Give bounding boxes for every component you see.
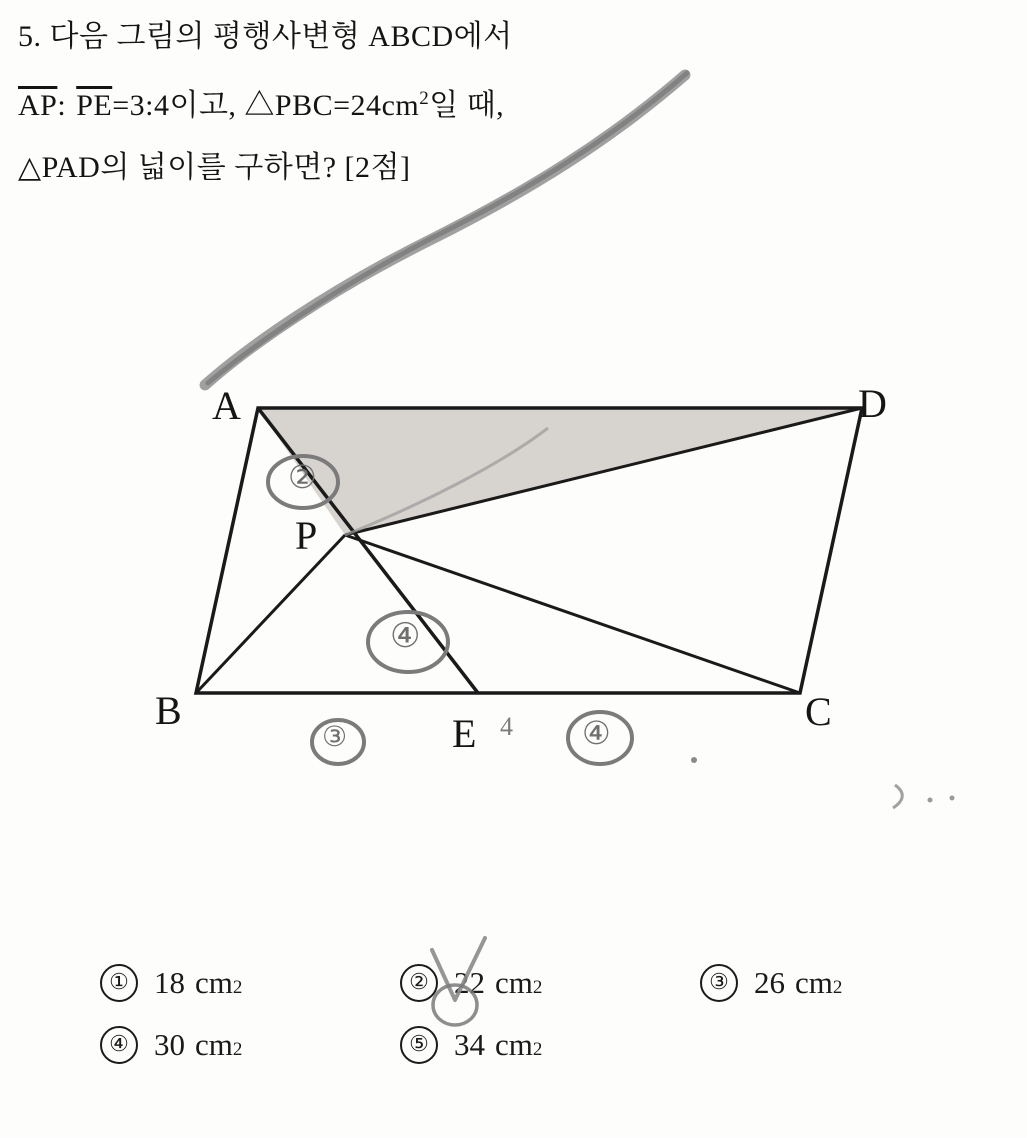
vertex-label-d: D xyxy=(858,381,887,426)
annotation-circled-3-lower-text: ③ xyxy=(322,722,348,753)
question-line-1: 5. 다음 그림의 평행사변형 ABCD에서 xyxy=(18,20,513,53)
choice-value-4: 30 xyxy=(154,1027,185,1062)
choice-value-1: 18 xyxy=(154,965,185,1000)
choice-unit-2: cm xyxy=(495,965,533,1000)
question-line-2 xyxy=(18,68,978,137)
choice-marker-4: ④ xyxy=(100,1026,138,1064)
choice-exp-4: 2 xyxy=(232,1039,243,1060)
stray-pencil-mark xyxy=(893,785,902,808)
choice-option-5[interactable] xyxy=(400,1027,700,1068)
parallelogram-figure xyxy=(0,330,1027,850)
vertex-label-e: E xyxy=(452,711,477,756)
choice-exp-3: 2 xyxy=(832,977,843,998)
annotation-circled-2-text: ② xyxy=(288,459,317,495)
choice-marker-5: ⑤ xyxy=(400,1026,438,1064)
choice-marker-2: ② xyxy=(400,964,438,1002)
shaded-triangle-pad xyxy=(258,408,862,535)
choice-unit-5: cm xyxy=(495,1027,533,1062)
choice-exp-5: 2 xyxy=(532,1039,543,1060)
unit-exponent: 2 xyxy=(419,88,430,109)
stray-dot-2 xyxy=(950,796,955,801)
choice-marker-1: ① xyxy=(100,964,138,1002)
choice-option-4[interactable] xyxy=(100,1027,400,1068)
choice-unit-3: cm xyxy=(795,965,833,1000)
segment-pe: $\overline{PE}$ xyxy=(76,89,113,122)
vertex-label-b: B xyxy=(155,688,182,733)
choice-option-1[interactable] xyxy=(100,965,400,1006)
vertex-label-p: P xyxy=(295,513,318,558)
unit-cm: cm xyxy=(381,89,420,122)
stray-dot-1 xyxy=(928,798,933,803)
choice-unit-4: cm xyxy=(195,1027,233,1062)
annotation-circled-4-lower-text: ④ xyxy=(582,715,611,751)
stray-dot-3 xyxy=(691,757,697,763)
question-block xyxy=(18,6,978,199)
answer-choices xyxy=(100,965,1000,1089)
ratio-colon: : xyxy=(57,89,67,122)
choice-exp-1: 2 xyxy=(232,977,243,998)
segment-ap: $\overline{AP}$ xyxy=(18,89,58,122)
choice-value-2: 22 xyxy=(454,965,485,1000)
annotation-circled-4-upper-text: ④ xyxy=(390,618,421,655)
vertex-label-a: A xyxy=(212,383,241,428)
vertex-label-c: C xyxy=(805,689,832,734)
choice-unit-1: cm xyxy=(195,965,233,1000)
choice-option-2[interactable] xyxy=(400,965,700,1006)
annotation-small-4-text: 4 xyxy=(500,712,513,741)
choice-value-3: 26 xyxy=(754,965,785,1000)
choice-exp-2: 2 xyxy=(532,977,543,998)
choice-marker-3: ③ xyxy=(700,964,738,1002)
question-line-3: △PAD의 넓이를 구하면? [2점] xyxy=(18,151,411,184)
choice-row-1 xyxy=(100,965,1000,1027)
choice-value-5: 34 xyxy=(454,1027,485,1062)
line-p-to-b xyxy=(196,535,345,693)
question-line-2-end: 일 때, xyxy=(429,89,505,122)
question-line-2-mid: =3:4이고, △PBC=24 xyxy=(112,89,382,122)
choice-option-3[interactable] xyxy=(700,965,1000,1006)
choice-row-2 xyxy=(100,1027,1000,1089)
